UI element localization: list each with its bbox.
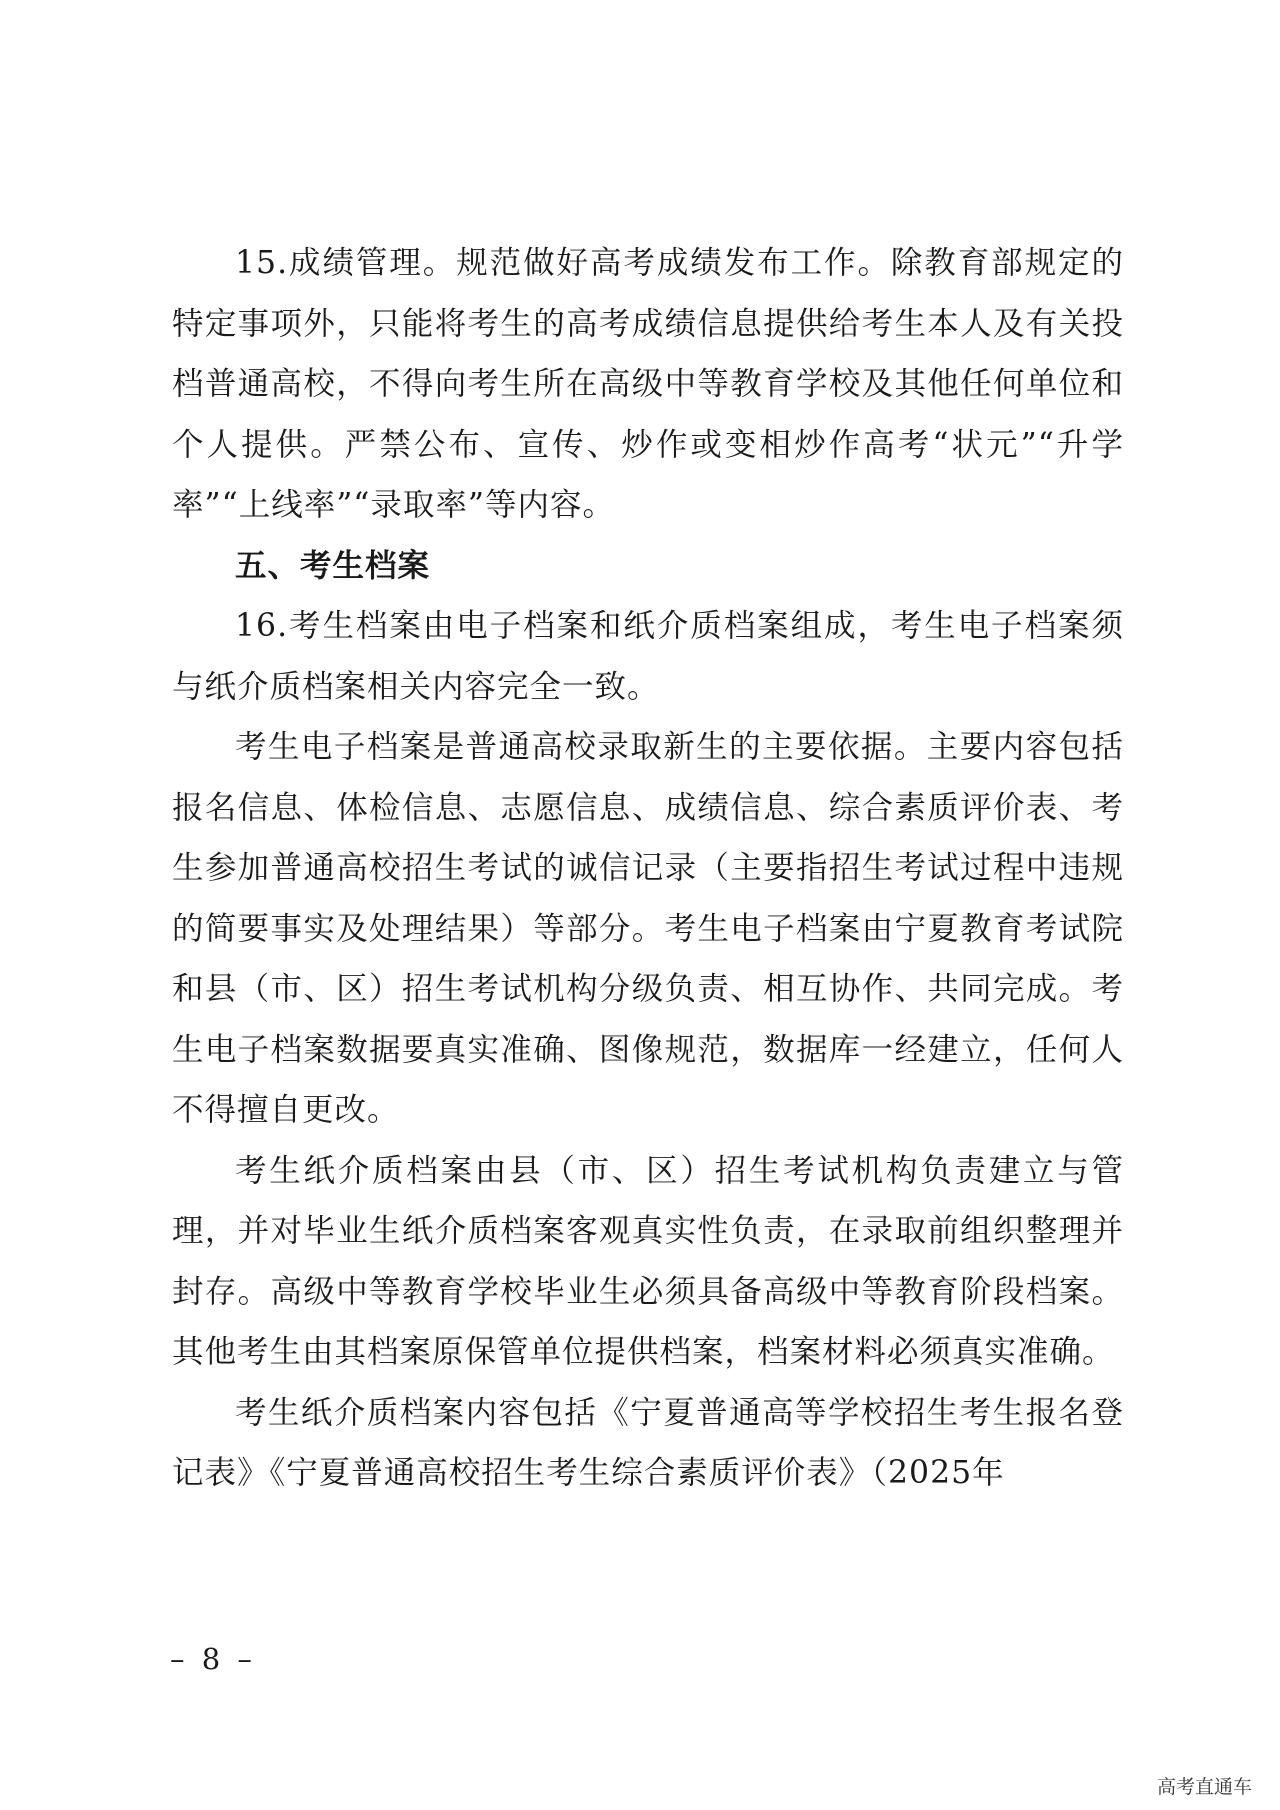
document-body [172,233,1124,1504]
watermark-label: 高考直通车 [1156,1776,1252,1798]
page-number: – 8 – [170,1642,256,1676]
section-heading-candidate-archives: 五、考生档案 [235,547,431,584]
paragraph-score-management: 15.成绩管理。规范做好高考成绩发布工作。除教育部规定的特定事项外，只能将考生的高考成绩信息提供给考生本人及有关投档普通高校，不得向考生所在高级中等教育学校及其他任何单位和个人提供。严禁公布、宣传、炒作或变相炒作高考“状元”“升学率”“上线率”“录取率”等内容。 [172,245,1124,523]
paragraph-paper-archive: 考生纸介质档案由县（市、区）招生考试机构负责建立与管理，并对毕业生纸介质档案客观真实性负责，在录取前组织整理并封存。高级中等教育学校毕业生必须具备高级中等教育阶段档案。其他考生由其档案原保管单位提供档案，档案材料必须真实准确。 [172,1152,1124,1370]
paragraph-archive-composition: 16.考生档案由电子档案和纸介质档案组成，考生电子档案须与纸介质档案相关内容完全一致。 [172,608,1124,705]
paragraph-paper-archive-contents: 考生纸介质档案内容包括《宁夏普通高等学校招生考生报名登记表》《宁夏普通高校招生考生综合素质评价表》（2025年 [172,1394,1124,1491]
paragraph-electronic-archive: 考生电子档案是普通高校录取新生的主要依据。主要内容包括报名信息、体检信息、志愿信息、成绩信息、综合素质评价表、考生参加普通高校招生考试的诚信记录（主要指招生考试过程中违规的简要事实及处理结果）等部分。考生电子档案由宁夏教育考试院和县（市、区）招生考试机构分级负责、相互协作、共同完成。考生电子档案数据要真实准确、图像规范，数据库一经建立，任何人不得擅自更改。 [172,729,1124,1128]
